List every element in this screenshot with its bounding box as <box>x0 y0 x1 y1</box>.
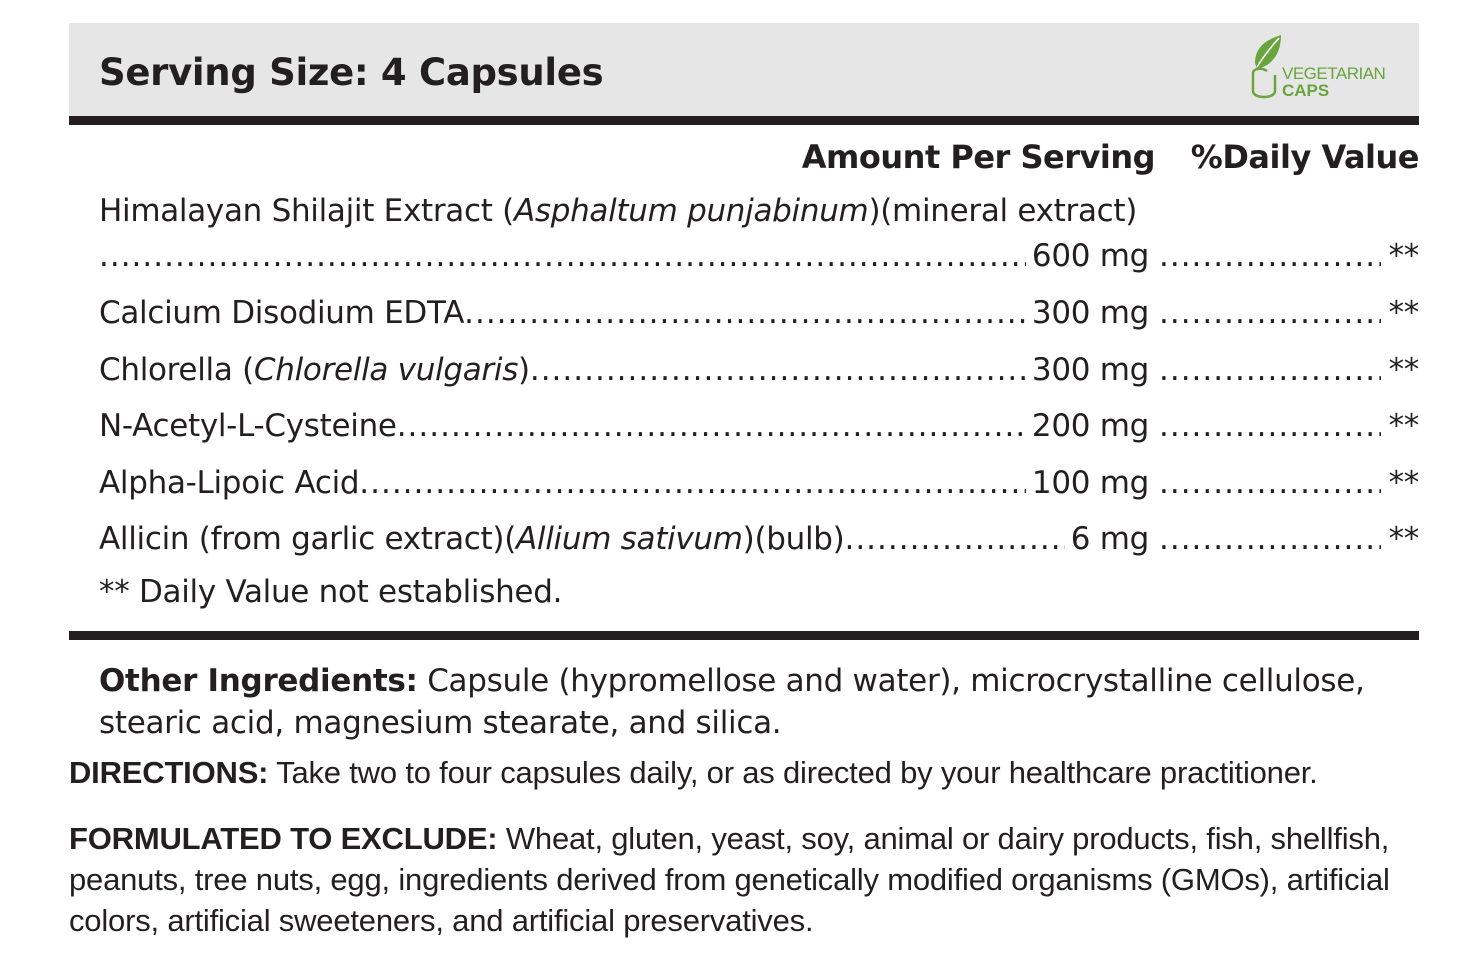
supplement-facts-panel <box>69 23 1419 750</box>
ingredient-list <box>69 187 1419 566</box>
directions-label: DIRECTIONS: <box>69 755 269 790</box>
other-ingredients-text: Capsule (hypromellose and water), microcrystalline cellulose, stearic acid, magnesium stearate, and silica. <box>99 662 1365 741</box>
directions <box>69 752 1419 793</box>
vegetarian-caps-logo <box>1251 35 1397 107</box>
ingredient-daily-value: ** <box>1388 351 1419 388</box>
ingredient-name: Allicin (from garlic extract)(Allium sativum)(bulb) <box>99 521 845 557</box>
ingredient-amount: 6 mg <box>1070 521 1149 557</box>
leader-dots <box>1159 463 1381 503</box>
ingredient-name: Alpha-Lipoic Acid <box>99 464 360 501</box>
daily-value-header: %Daily Value <box>1190 138 1419 176</box>
formulated-to-exclude <box>69 818 1419 941</box>
ingredient-daily-value: ** <box>1388 408 1419 444</box>
column-headers <box>69 125 1419 187</box>
ingredient-row <box>69 283 1419 340</box>
leader-dots <box>1159 293 1381 333</box>
formulated-text: Wheat, gluten, yeast, soy, animal or dairy products, fish, shellfish, peanuts, tree nuts, egg, ingredients derived from genetically modified organisms (GMOs), artificial colors, artificial sweeteners, and artificial preservatives. <box>69 821 1390 938</box>
formulated-label: FORMULATED TO EXCLUDE: <box>69 821 498 856</box>
leader-dots <box>1159 236 1381 276</box>
ingredient-row <box>69 340 1419 397</box>
leader-dots <box>844 519 1064 559</box>
ingredient-row <box>69 509 1419 566</box>
leader-dots <box>1159 406 1381 446</box>
logo-text-caps: CAPS <box>1282 81 1330 100</box>
ingredient-row <box>69 453 1419 510</box>
logo-text-vegetarian: VEGETARIAN <box>1282 64 1386 83</box>
leader-dots <box>397 406 1026 446</box>
ingredient-name: Himalayan Shilajit Extract (Asphaltum punjabinum)(mineral extract) <box>99 193 1138 229</box>
directions-text: Take two to four capsules daily, or as directed by your healthcare practitioner. <box>268 755 1318 790</box>
ingredient-amount: 100 mg <box>1031 464 1149 501</box>
footer-divider <box>69 631 1419 640</box>
ingredient-row <box>69 396 1419 453</box>
leader-dots <box>1159 519 1381 559</box>
ingredient-daily-value: ** <box>1388 238 1419 274</box>
leaf-capsule-icon <box>1251 35 1285 105</box>
other-ingredients <box>69 640 1419 750</box>
daily-value-footnote: ** Daily Value not established. <box>99 573 563 610</box>
leader-dots <box>99 236 1026 276</box>
ingredient-daily-value: ** <box>1388 464 1419 501</box>
ingredient-name: Calcium Disodium EDTA <box>99 295 465 331</box>
other-ingredients-label: Other Ingredients: <box>99 662 418 699</box>
ingredient-row <box>69 187 1419 283</box>
leader-dots <box>464 293 1026 333</box>
ingredient-amount: 300 mg <box>1031 295 1149 331</box>
leader-dots <box>359 463 1026 503</box>
ingredient-name: N-Acetyl-L-Cysteine <box>99 408 397 444</box>
ingredient-amount: 600 mg <box>1031 238 1149 274</box>
leader-dots <box>1159 350 1381 390</box>
ingredient-amount: 300 mg <box>1031 351 1149 388</box>
leader-dots <box>530 350 1026 390</box>
ingredient-amount: 200 mg <box>1031 408 1149 444</box>
header-divider <box>69 116 1419 125</box>
amount-per-serving-header: Amount Per Serving <box>801 138 1155 176</box>
serving-header <box>69 23 1419 116</box>
serving-size: Serving Size: 4 Capsules <box>99 51 604 94</box>
ingredient-daily-value: ** <box>1388 295 1419 331</box>
ingredient-name: Chlorella (Chlorella vulgaris) <box>99 351 530 388</box>
ingredient-daily-value: ** <box>1388 521 1419 557</box>
